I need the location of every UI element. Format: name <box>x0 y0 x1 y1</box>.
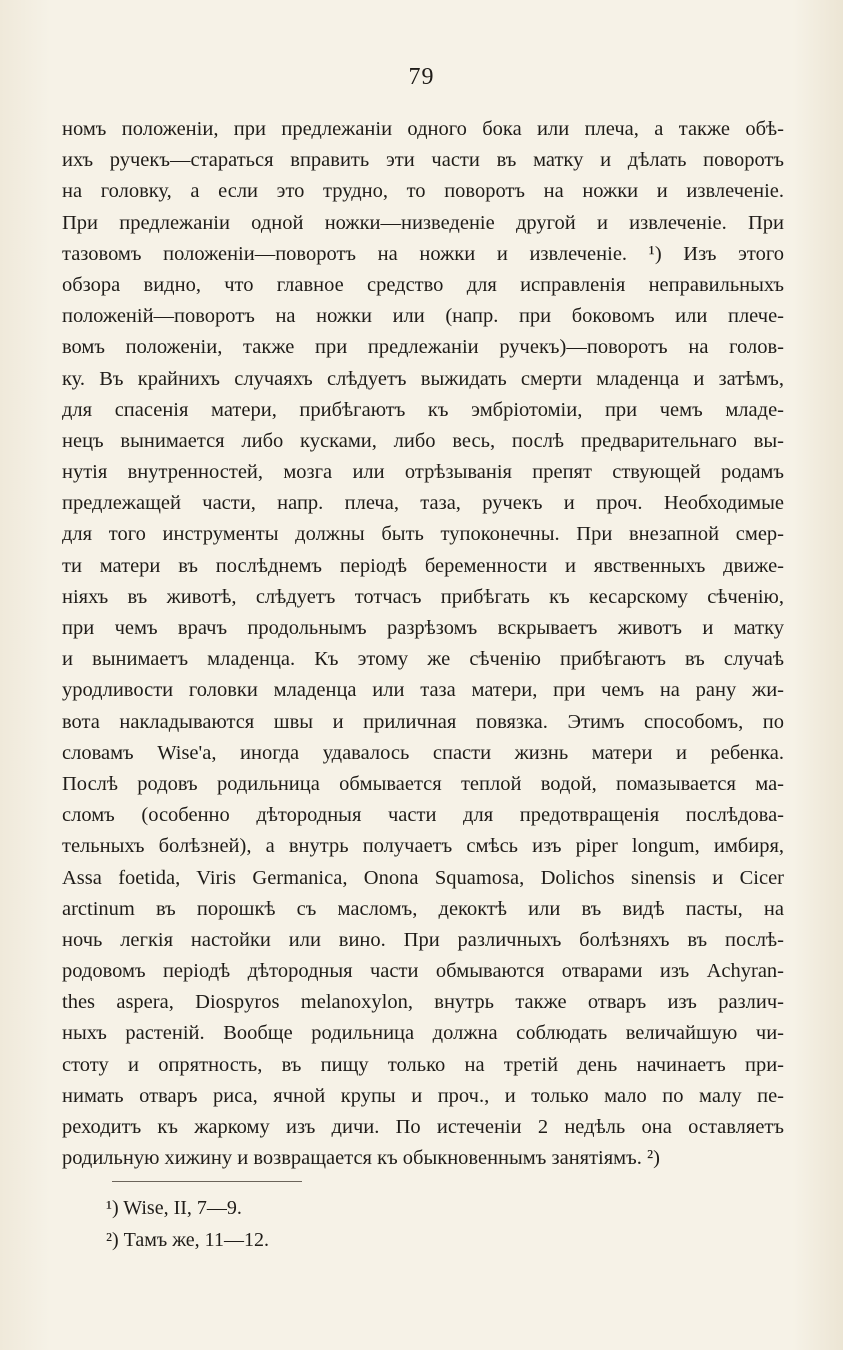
text-line: для того инструменты должны быть тупоконечны. При внезапной смер- <box>62 523 784 546</box>
text-line: ти матери въ послѣднемъ періодѣ беременности и явственныхъ движе- <box>62 554 784 577</box>
text-line: положеній—поворотъ на ножки или (напр. при боковомъ или плече- <box>62 305 784 328</box>
text-line: номъ положеніи, при предлежаніи одного бока или плеча, а также обѣ- <box>62 118 784 140</box>
text-line: вота накладываются швы и приличная повязка. Этимъ способомъ, по <box>62 710 784 733</box>
text-line: сломъ (особенно дѣтородныя части для предотвращенія послѣдова- <box>62 804 784 827</box>
text-line: нецъ вынимается либо кусками, либо весь, послѣ предварительнаго вы- <box>62 429 784 452</box>
text-line: стоту и опрятность, въ пищу только на третій день начинаетъ при- <box>62 1053 784 1076</box>
text-line: ихъ ручекъ—стараться вправить эти части въ матку и дѣлать поворотъ <box>62 149 784 172</box>
text-line: словамъ Wise'а, иногда удавалось спасти жизнь матери и ребенка. <box>62 741 784 764</box>
footnotes <box>106 1192 506 1256</box>
text-line: при чемъ врачъ продольнымъ разрѣзомъ вскрываетъ животъ и матку <box>62 617 784 639</box>
footnote-1: ¹) Wise, II, 7—9. <box>106 1197 242 1219</box>
text-line: нимать отваръ риса, ячной крупы и проч., и только мало по малу пе- <box>62 1084 784 1107</box>
text-line: ныхъ растеній. Вообще родильница должна соблюдать величайшую чи- <box>62 1022 784 1045</box>
page-number: 79 <box>408 64 435 90</box>
text-line: уродливости головки младенца или таза матери, при чемъ на рану жи- <box>62 679 784 702</box>
text-line: тельныхъ болѣзней), а внутрь получаетъ смѣсь изъ piper longum, имбиря, <box>62 835 784 858</box>
text-line: вомъ положеніи, также при предлежаніи ручекъ)—поворотъ на голов- <box>62 336 784 359</box>
text-line: ку. Въ крайнихъ случаяхъ слѣдуетъ выжидать смерти младенца и затѣмъ, <box>62 367 784 390</box>
footnote-2: ²) Тамъ же, 11—12. <box>106 1229 269 1251</box>
text-line: Послѣ родовъ родильница обмывается теплой водой, помазывается ма- <box>62 772 784 795</box>
text-line: обзора видно, что главное средство для исправленія неправильныхъ <box>62 273 784 296</box>
text-line: thes aspera, Diospyros melanoxylon, внутрь также отваръ изъ различ- <box>62 991 784 1014</box>
text-line: Assa foetida, Viris Germanica, Onona Squamosa, Dolichos sinensis и Cicer <box>62 866 784 889</box>
text-line: arctinum въ порошкѣ съ масломъ, декоктѣ или въ видѣ пасты, на <box>62 897 784 920</box>
footnote-divider <box>112 1181 302 1182</box>
text-line: предлежащей части, напр. плеча, таза, ручекъ и проч. Необходимые <box>62 492 784 515</box>
text-line: для спасенія матери, прибѣгаютъ къ эмбріотоміи, при чемъ младе- <box>62 398 784 421</box>
text-line: При предлежаніи одной ножки—низведеніе другой и извлеченіе. При <box>62 211 784 234</box>
text-line: нутія внутренностей, мозга или отрѣзыванія препят ствующей родамъ <box>62 461 784 484</box>
text-line: и вынимаетъ младенца. Къ этому же сѣченію прибѣгаютъ въ случаѣ <box>62 648 784 671</box>
text-line: на головку, а если это трудно, то поворотъ на ножки и извлеченіе. <box>62 180 784 203</box>
text-line: родильную хижину и возвращается къ обыкновеннымъ занятіямъ. ²) <box>62 1147 660 1170</box>
text-line: ніяхъ въ животѣ, слѣдуетъ тотчасъ прибѣгать къ кесарскому сѣченію, <box>62 585 784 608</box>
main-text <box>62 114 784 1174</box>
text-line: реходитъ къ жаркому изъ дичи. По истеченіи 2 недѣль она оставляетъ <box>62 1116 784 1138</box>
text-line: ночь легкія настойки или вино. При различныхъ болѣзняхъ въ послѣ- <box>62 928 784 951</box>
text-line: тазовомъ положеніи—поворотъ на ножки и извлеченіе. ¹) Изъ этого <box>62 242 784 265</box>
text-line: родовомъ періодѣ дѣтородныя части обмываются отварами изъ Achyran- <box>62 960 784 983</box>
